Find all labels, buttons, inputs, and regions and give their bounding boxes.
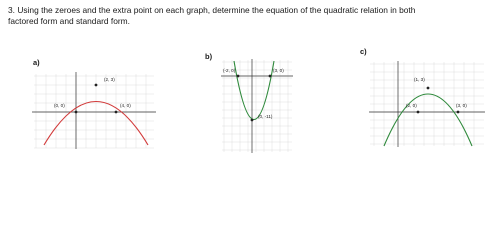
graph-c-label-mid: (2, 0) <box>406 103 417 108</box>
graph-c <box>368 60 486 148</box>
graph-a-point-zero-left <box>75 111 78 114</box>
graph-b-point-zero-left <box>237 75 240 78</box>
question-line-1: Using the zeroes and the extra point on each graph, determine the equation of the quadratic relation in both <box>17 5 416 15</box>
graph-b-grid <box>222 60 292 152</box>
graph-a-point-vertex <box>95 84 98 87</box>
graph-c-point-top <box>427 87 430 90</box>
graph-a-label-vertex: (2, 3) <box>104 77 115 82</box>
part-a-label: a) <box>33 58 40 67</box>
graph-a-point-zero-right <box>115 111 118 114</box>
part-c-label: c) <box>360 47 367 56</box>
graph-b-label-zero-left: (-2, 0) <box>223 68 236 73</box>
graph-b-point-zero-right <box>269 75 272 78</box>
graph-b-point-y-intercept <box>251 119 254 122</box>
graph-b-label-y-intercept: (0, -11) <box>258 114 273 119</box>
graph-a-label-zero-left: (0, 0) <box>54 103 65 108</box>
graph-c-label-top: (1, 3) <box>414 77 425 82</box>
graph-a-grid <box>34 74 154 148</box>
question-number: 3. <box>8 5 15 15</box>
graph-a-label-zero-right: (4, 0) <box>120 103 131 108</box>
graph-c-point-mid <box>417 111 420 114</box>
graph-b-label-zero-right: (3, 0) <box>273 68 284 73</box>
graph-c-point-right <box>457 111 460 114</box>
graph-b <box>220 58 294 154</box>
part-b-label: b) <box>205 52 213 61</box>
graph-a <box>30 70 158 150</box>
question-line-2: factored form and standard form. <box>8 16 130 26</box>
question-text <box>8 5 490 27</box>
graph-c-label-right: (3, 0) <box>456 103 467 108</box>
